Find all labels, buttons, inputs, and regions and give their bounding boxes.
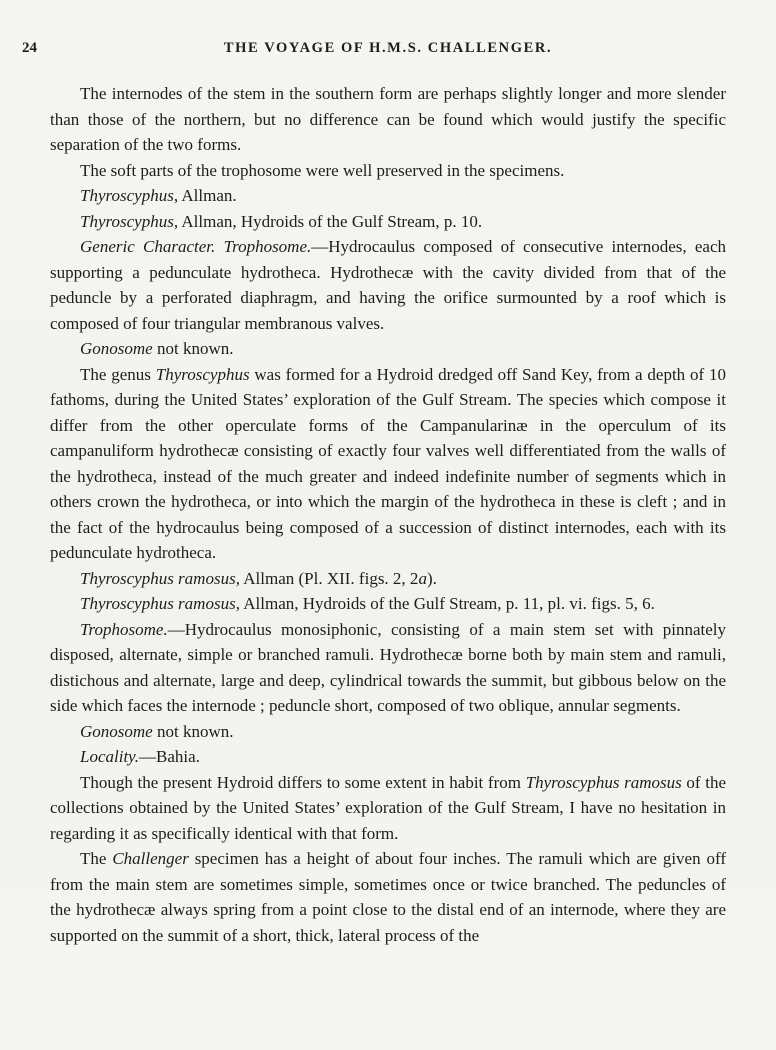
text-segment: not known. [152,339,234,358]
paragraph-locality [50,744,726,770]
text-segment: of the collections obtained by the United States’ exploration of the Gulf Stream, I have no hesitation in regarding it as specifically identical with that form. [50,772,726,843]
paragraph-internodes [50,81,726,158]
italic-text-segment: Thyroscyphus [80,211,174,231]
text-segment: was formed for a Hydroid dredged off Sand Key, from a depth of 10 fathoms, during the United States’ exploration of the Gulf Stream. The species which compose it differ from the other operculate forms of the Campanularinæ in the operculum of its campanuliform hydrothecæ consisting of exactly four valves well differentiated from the walls of the hydrotheca, instead of the much greater and indeed indefinite number of segments which in others crown the hydrotheca, or into which the margin of the hydrotheca in these is cleft ; and in the fact of the hydrocaulus being composed of a succession of distinct internodes, each with its pedunculate hydrotheca. [50,364,726,562]
paragraph-soft-parts [50,158,726,184]
text-segment: Though the present Hydroid differs to some extent in habit from [80,772,526,792]
running-title: THE VOYAGE OF H.M.S. CHALLENGER. [223,40,553,56]
text-segment: The genus [80,364,156,384]
italic-text-segment: Gonosome [80,339,153,358]
italic-text-segment: Thyroscyphus ramosus [80,568,236,588]
genus-citation [50,209,726,235]
text-segment: The [80,849,113,868]
italic-text-segment: Trophosome. [80,619,168,639]
text-segment: The internodes of the stem in the southern form are perhaps slightly longer and more slender than those of the northern, but no difference can be found which would justify the specific separation of the two forms. [50,84,726,154]
text-segment: , Allman, Hydroids of the Gulf Stream, p. 11, pl. vi. figs. 5, 6. [235,594,655,613]
italic-text-segment: Thyroscyphus [155,364,250,384]
italic-text-segment: Challenger [112,849,189,868]
italic-text-segment: a [418,568,427,588]
paragraph-generic-character [50,234,726,336]
paragraph-challenger-specimen [50,846,726,948]
italic-text-segment: Thyroscyphus [80,186,174,205]
text-segment: specimen has a height of about four inches. The ramuli which are given off from the main stem are sometimes simple, sometimes once or twice branched. The peduncles of the hydrothecæ always spring from a point close to the distal end of an internode, where they are supported on the summit of a short, thick, lateral process of the [50,849,726,945]
paragraph-comparison [50,770,726,847]
species-citation [50,591,726,617]
italic-text-segment: Generic Character. [80,237,216,256]
italic-text-segment: Locality. [80,747,140,766]
italic-text-segment: Trophosome. [223,237,312,256]
text-segment: , Allman, Hydroids of the Gulf Stream, p. 10. [173,211,483,231]
paragraph-gonosome-species [50,719,726,745]
page-number: 24 [22,40,37,56]
italic-text-segment: Thyroscyphus ramosus [525,772,682,792]
species-heading [50,566,726,592]
page-body [50,81,726,948]
text-segment: ). [426,568,437,588]
italic-text-segment: Gonosome [80,721,153,741]
text-segment [215,237,223,256]
text-segment: The soft parts of the trophosome were well preserved in the specimens. [80,160,565,180]
text-segment: not known. [152,721,234,741]
italic-text-segment: Thyroscyphus ramosus [80,594,236,613]
paragraph-genus-discussion [50,362,726,566]
paragraph-trophosome [50,617,726,719]
genus-heading [50,183,726,209]
text-segment: , Allman. [173,186,237,205]
paragraph-gonosome-genus [50,336,726,362]
text-segment: —Hydrocaulus composed of consecutive internodes, each supporting a pedunculate hydrotheca. Hydrothecæ with the cavity divided from that of the peduncle by a perforated diaphragm, and having the orifice surmounted by a roof which is composed of four triangular membranous valves. [50,237,727,333]
text-segment: , Allman (Pl. XII. figs. 2, 2 [235,568,419,588]
text-segment: —Hydrocaulus monosiphonic, consisting of a main stem set with pinnately disposed, alternate, simple or branched ramuli. Hydrothecæ borne both by main stem and ramuli, distichous and alternate, large and deep, cylindrical towards the summit, but gibbous below on the side which faces the internode ; peduncle short, composed of two oblique, annular segments. [50,619,726,715]
page-header [22,40,726,57]
text-segment: —Bahia. [139,747,200,766]
